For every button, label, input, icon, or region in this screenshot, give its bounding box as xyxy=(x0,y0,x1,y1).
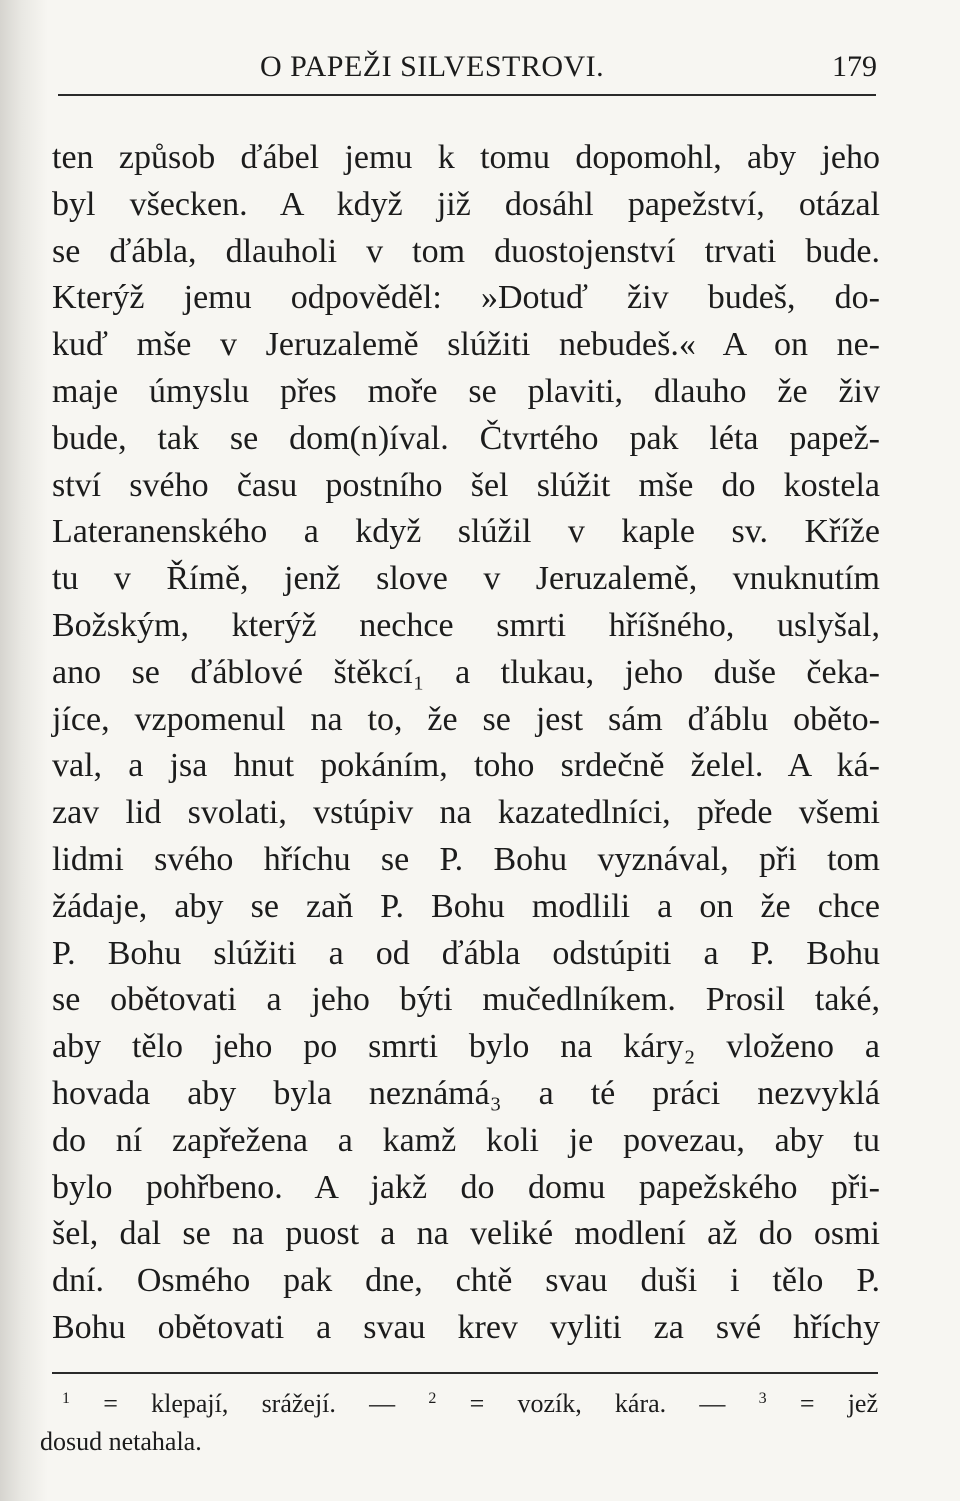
footnote-text: = vozík, kára. — xyxy=(469,1389,726,1418)
text-line: hovada aby byla neznámá₃ a té práci nezvyklá xyxy=(52,1074,880,1112)
footnote-rule xyxy=(52,1372,878,1374)
page-number: 179 xyxy=(832,50,877,83)
text-line: byl všecken. A když již dosáhl papežství, otázal xyxy=(52,185,880,223)
footnotes xyxy=(40,1385,878,1461)
text-line: šel, dal se na puost a na veliké modlení až do osmi xyxy=(52,1215,880,1253)
text-line: val, a jsa hnut pokáním, toho srdečně želel. A ká- xyxy=(52,747,880,785)
text-line: Božským, kterýž nechce smrti hříšného, uslyšal, xyxy=(52,606,880,644)
text-line: tu v Římě, jenž slove v Jeruzalemě, vnuknutím xyxy=(52,560,880,598)
body-text xyxy=(52,135,880,1352)
text-line: Lateranenského a když slúžil v kaple sv. Kříže xyxy=(52,513,880,551)
text-line: žádaje, aby se zaň P. Bohu modlili a on že chce xyxy=(52,887,880,925)
text-line: ano se ďáblové štěkcí₁ a tlukau, jeho duše čeka- xyxy=(52,653,880,691)
running-head-title: O PAPEŽI SILVESTROVI. xyxy=(260,50,605,83)
text-line: lidmi svého hříchu se P. Bohu vyznával, při tom xyxy=(52,840,880,878)
text-line: se ďábla, dlauholi v tom duostojenství trvati bude. xyxy=(52,232,880,270)
text-line: do ní zapřežena a kamž koli je povezau, aby tu xyxy=(52,1121,880,1159)
text-line: zav lid svolati, vstúpiv na kazatedlníci, přede všemi xyxy=(52,794,880,832)
text-line: kuď mše v Jeruzalemě slúžiti nebudeš.« A on ne- xyxy=(52,326,880,364)
text-line: bude, tak se dom(n)íval. Čtvrtého pak léta papež- xyxy=(52,419,880,457)
text-line: dní. Osmého pak dne, chtě svau duši i tělo P. xyxy=(52,1262,880,1300)
footnote-text: = klepají, srážejí. — xyxy=(103,1389,396,1418)
footnote-line xyxy=(40,1385,878,1423)
footnote-continuation: dosud netahala. xyxy=(40,1427,202,1456)
header-rule xyxy=(58,94,876,96)
running-head xyxy=(55,50,877,90)
text-line: maje úmyslu přes moře se plaviti, dlauho že živ xyxy=(52,372,880,410)
text-line: P. Bohu slúžiti a od ďábla odstúpiti a P. Bohu xyxy=(52,934,880,972)
text-line: bylo pohřbeno. A jakž do domu papežského při- xyxy=(52,1168,880,1206)
footnote-marker: 3 xyxy=(758,1390,767,1407)
text-line: Bohu obětovati a svau krev vyliti za své hříchy xyxy=(52,1308,880,1346)
footnote-marker: 2 xyxy=(428,1390,437,1407)
text-line: ství svého času postního šel slúžit mše do kostela xyxy=(52,466,880,504)
text-line: Kterýž jemu odpověděl: »Dotuď živ budeš, do- xyxy=(52,279,880,317)
text-line: ten způsob ďábel jemu k tomu dopomohl, aby jeho xyxy=(52,139,880,176)
text-line: se obětovati a jeho býti mučedlníkem. Prosil také, xyxy=(52,981,880,1019)
footnote-marker: 1 xyxy=(62,1390,70,1407)
footnote-text: = jež xyxy=(799,1389,879,1418)
text-line: aby tělo jeho po smrti bylo na káry₂ vloženo a xyxy=(52,1028,880,1066)
text-line: jíce, vzpomenul na to, že se jest sám ďáblu oběto- xyxy=(52,700,880,738)
